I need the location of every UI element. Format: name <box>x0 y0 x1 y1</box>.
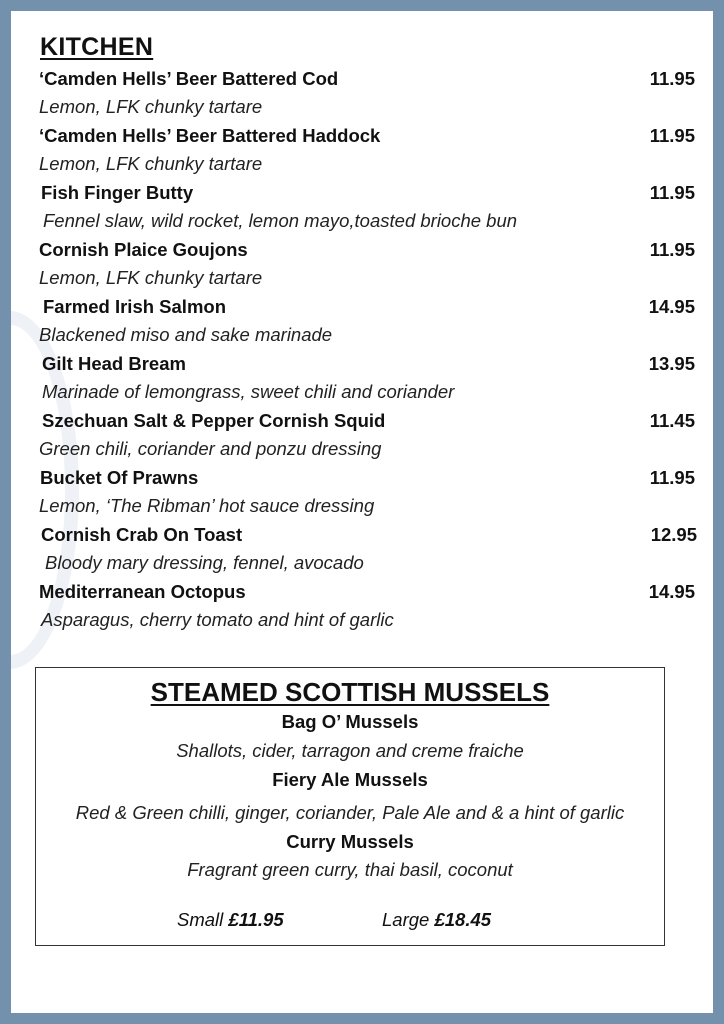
menu-item <box>39 467 699 523</box>
item-description: Fennel slaw, wild rocket, lemon mayo,toasted brioche bun <box>43 210 518 231</box>
item-name: Cornish Plaice Goujons <box>39 239 248 260</box>
mussels-section <box>35 667 665 946</box>
item-price: 12.95 <box>650 524 697 545</box>
mussels-item-description: Fragrant green curry, thai basil, coconut <box>187 859 513 880</box>
item-name: Mediterranean Octopus <box>39 581 246 602</box>
item-price: 14.95 <box>648 296 695 317</box>
item-description: Lemon, LFK chunky tartare <box>39 267 263 288</box>
item-price: 14.95 <box>648 581 695 602</box>
item-name: Bucket Of Prawns <box>40 467 199 488</box>
small-price-label <box>177 909 284 931</box>
mussels-item-name: Fiery Ale Mussels <box>272 769 428 790</box>
item-price: 11.95 <box>649 68 695 89</box>
item-description: Blackened miso and sake marinade <box>39 324 333 345</box>
item-description: Asparagus, cherry tomato and hint of garlic <box>41 609 394 630</box>
item-price: 13.95 <box>648 353 695 374</box>
item-description: Lemon, LFK chunky tartare <box>39 96 263 117</box>
item-description: Lemon, ‘The Ribman’ hot sauce dressing <box>39 495 375 516</box>
item-description: Marinade of lemongrass, sweet chili and coriander <box>42 381 455 402</box>
item-price: 11.95 <box>649 182 695 203</box>
menu-item <box>39 581 699 637</box>
mussels-item-name: Bag O’ Mussels <box>281 711 419 732</box>
item-description: Green chili, coriander and ponzu dressing <box>39 438 382 459</box>
item-name: Fish Finger Butty <box>41 182 194 203</box>
menu-item <box>39 182 699 238</box>
menu-item <box>39 125 699 181</box>
menu-item <box>39 239 699 295</box>
item-name: Cornish Crab On Toast <box>41 524 243 545</box>
item-name: ‘Camden Hells’ Beer Battered Haddock <box>39 125 381 146</box>
item-price: 11.45 <box>649 410 695 431</box>
item-name: Farmed Irish Salmon <box>43 296 226 317</box>
large-price: £18.45 <box>434 909 492 930</box>
item-name: ‘Camden Hells’ Beer Battered Cod <box>39 68 339 89</box>
menu-item <box>39 68 699 124</box>
mussels-item-name: Curry Mussels <box>286 831 414 852</box>
small-label: Small <box>177 909 224 930</box>
large-label: Large <box>382 909 430 930</box>
mussels-item-description: Red & Green chilli, ginger, coriander, Pale Ale and & a hint of garlic <box>75 802 625 823</box>
small-price: £11.95 <box>228 909 284 930</box>
item-name: Gilt Head Bream <box>42 353 186 374</box>
item-price: 11.95 <box>649 125 695 146</box>
item-price: 11.95 <box>649 239 695 260</box>
kitchen-heading: KITCHEN <box>40 33 154 61</box>
menu-item <box>39 353 699 409</box>
menu-item <box>39 410 699 466</box>
menu-item <box>39 296 699 352</box>
item-description: Lemon, LFK chunky tartare <box>39 153 263 174</box>
menu-item <box>39 524 699 580</box>
item-name: Szechuan Salt & Pepper Cornish Squid <box>42 410 386 431</box>
item-description: Bloody mary dressing, fennel, avocado <box>45 552 364 573</box>
mussels-heading: STEAMED SCOTTISH MUSSELS <box>150 677 550 707</box>
large-price-label <box>382 909 491 931</box>
item-price: 11.95 <box>649 467 695 488</box>
mussels-item-description: Shallots, cider, tarragon and creme fraiche <box>176 740 524 761</box>
menu-page <box>11 11 713 1013</box>
